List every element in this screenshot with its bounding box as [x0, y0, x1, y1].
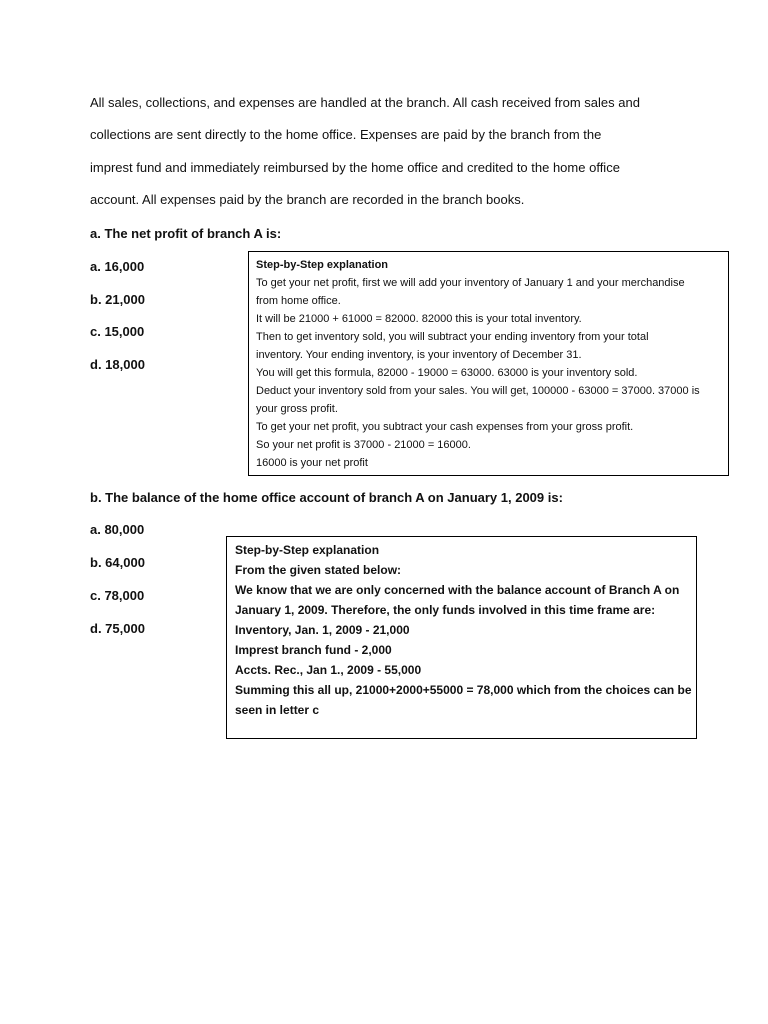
explanation-line: You will get this formula, 82000 - 19000 = 63000. 63000 is your inventory sold. [256, 367, 638, 379]
intro-line: collections are sent directly to the home office. Expenses are paid by the branch from the [90, 127, 602, 142]
explanation-line: It will be 21000 + 61000 = 82000. 82000 this is your total inventory. [256, 313, 582, 325]
question-a-title: a. The net profit of branch A is: [90, 226, 282, 241]
choice-b-option-b: b. 64,000 [90, 555, 145, 570]
choice-a-option-b: b. 21,000 [90, 292, 145, 307]
explanation-line: From the given stated below: [235, 563, 402, 577]
explanation-line: 16000 is your net profit [256, 457, 368, 469]
explanation-line: seen in letter c [235, 703, 320, 717]
intro-line: All sales, collections, and expenses are handled at the branch. All cash received from sales and [90, 95, 640, 110]
explanation-line: Inventory, Jan. 1, 2009 - 21,000 [235, 623, 410, 637]
explanation-heading: Step-by-Step explanation [235, 543, 380, 557]
explanation-line: Imprest branch fund - 2,000 [235, 643, 392, 657]
choice-a-option-c: c. 15,000 [90, 324, 145, 339]
explanation-line: Deduct your inventory sold from your sales. You will get, 100000 - 63000 = 37000. 37000 is [256, 385, 700, 397]
question-b-title: b. The balance of the home office account of branch A on January 1, 2009 is: [90, 490, 563, 505]
explanation-line: inventory. Your ending inventory, is your inventory of December 31. [256, 349, 582, 361]
explanation-line: We know that we are only concerned with the balance account of Branch A on [235, 583, 680, 597]
explanation-box-b [226, 536, 697, 739]
intro-line: imprest fund and immediately reimbursed by the home office and credited to the home office [90, 160, 620, 175]
explanation-line: January 1, 2009. Therefore, the only funds involved in this time frame are: [235, 603, 656, 617]
explanation-line: To get your net profit, you subtract your cash expenses from your gross profit. [256, 421, 634, 433]
explanation-line: from home office. [256, 295, 341, 307]
explanation-line: your gross profit. [256, 403, 338, 415]
intro-line: account. All expenses paid by the branch are recorded in the branch books. [90, 192, 525, 207]
explanation-line: Accts. Rec., Jan 1., 2009 - 55,000 [235, 663, 422, 677]
explanation-line: So your net profit is 37000 - 21000 = 16000. [256, 439, 471, 451]
choice-b-option-a: a. 80,000 [90, 522, 145, 537]
choice-b-option-c: c. 78,000 [90, 588, 145, 603]
choice-a-option-a: a. 16,000 [90, 259, 145, 274]
explanation-heading: Step-by-Step explanation [256, 259, 389, 271]
choice-b-option-d: d. 75,000 [90, 621, 145, 636]
explanation-box-a [248, 251, 729, 476]
explanation-line: Then to get inventory sold, you will subtract your ending inventory from your total [256, 331, 649, 343]
choice-a-option-d: d. 18,000 [90, 357, 145, 372]
explanation-line: Summing this all up, 21000+2000+55000 = 78,000 which from the choices can be [235, 683, 692, 697]
explanation-line: To get your net profit, first we will add your inventory of January 1 and your merchandise [256, 277, 685, 289]
